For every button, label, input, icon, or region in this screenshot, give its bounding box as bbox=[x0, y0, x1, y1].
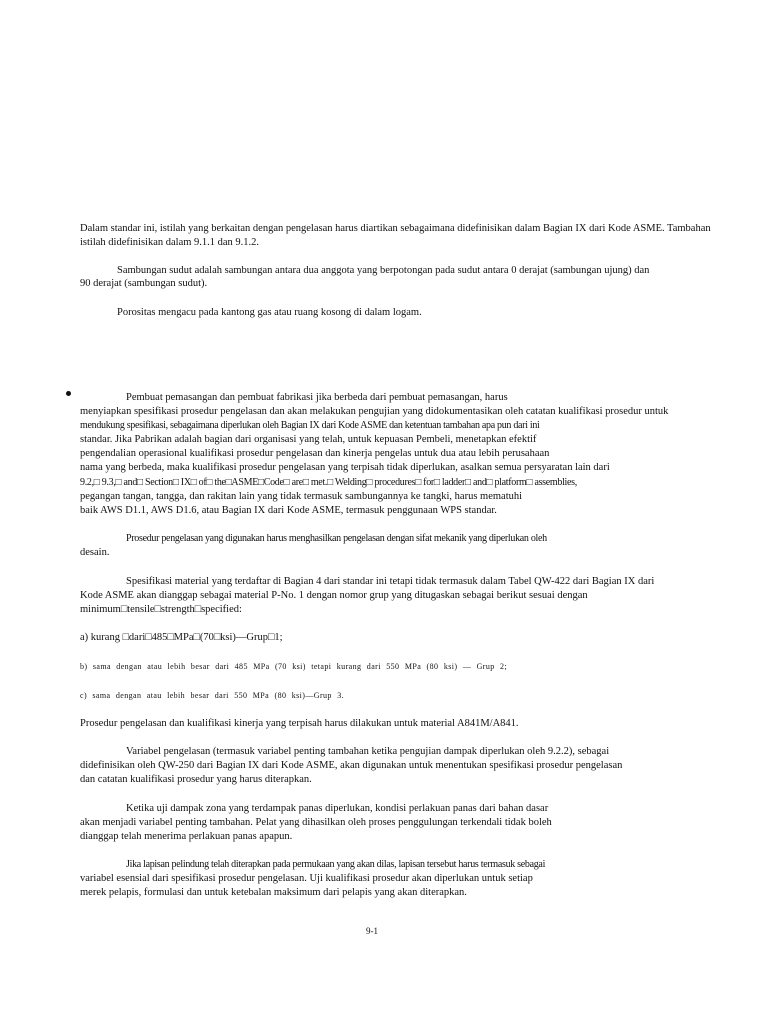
bullet-paragraph-line: menyiapkan spesifikasi prosedur pengelasan dan akan melakukan pengujian yang didokumentasikan oleh catatan kualifikasi prosedur untuk bbox=[80, 406, 669, 417]
list-item-c: c) sama dengan atau lebih besar dari 550 MPa (80 ksi)—Grup 3. bbox=[80, 691, 345, 700]
paragraph-line: Prosedur pengelasan yang digunakan harus menghasilkan pengelasan dengan sifat mekanik yang diperlukan oleh bbox=[126, 533, 547, 544]
paragraph-line: Jika lapisan pelindung telah diterapkan pada permukaan yang akan dilas, lapisan tersebut harus termasuk sebagai bbox=[126, 859, 546, 870]
list-item-b: b) sama dengan atau lebih besar dari 485 MPa (70 ksi) tetapi kurang dari 550 MPa (80 ksi) — Grup 2; bbox=[80, 662, 508, 671]
paragraph-line: desain. bbox=[80, 547, 110, 558]
paragraph-line: Variabel pengelasan (termasuk variabel penting tambahan ketika pengujian dampak diperlukan oleh 9.2.2), sebagai bbox=[126, 746, 610, 757]
intro-line: Dalam standar ini, istilah yang berkaitan dengan pengelasan harus diartikan sebagaimana didefinisikan dalam Bagian IX dari Kode ASME. Tambahan bbox=[80, 223, 711, 234]
definition-line: 90 derajat (sambungan sudut). bbox=[80, 278, 208, 289]
paragraph-line: akan menjadi variabel penting tambahan. Pelat yang dihasilkan oleh proses penggulungan terkendali tidak boleh bbox=[80, 817, 552, 828]
page-number: 9-1 bbox=[366, 926, 378, 936]
paragraph-line: minimum□tensile□strength□specified: bbox=[80, 604, 242, 615]
paragraph-line: dan catatan kualifikasi prosedur yang harus diterapkan. bbox=[80, 774, 312, 785]
bullet-paragraph-line: pengendalian operasional kualifikasi prosedur pengelasan dan kinerja pengelas untuk dua atau lebih perusahaan bbox=[80, 448, 550, 459]
paragraph-line: Prosedur pengelasan dan kualifikasi kinerja yang terpisah harus dilakukan untuk material A841M/A841. bbox=[80, 718, 519, 729]
bullet-paragraph-line: mendukung spesifikasi, sebagaimana diperlukan oleh Bagian IX dari Kode ASME dan ketentuan tambahan apa pun dari ini bbox=[80, 420, 540, 431]
list-item-a: a) kurang □dari□485□MPa□(70□ksi)—Grup□1; bbox=[80, 632, 283, 643]
bullet-paragraph-line: pegangan tangan, tangga, dan rakitan lain yang tidak termasuk sambungannya ke tangki, harus mematuhi bbox=[80, 491, 523, 502]
intro-line: istilah didefinisikan dalam 9.1.1 dan 9.1.2. bbox=[80, 237, 260, 248]
paragraph-line: dianggap telah menerima perlakuan panas apapun. bbox=[80, 831, 293, 842]
bullet-paragraph-line: baik AWS D1.1, AWS D1.6, atau Bagian IX dari Kode ASME, termasuk penggunaan WPS standar. bbox=[80, 505, 497, 516]
bullet-paragraph-line: Pembuat pemasangan dan pembuat fabrikasi jika berbeda dari pembuat pemasangan, harus bbox=[126, 392, 508, 403]
bullet-icon bbox=[66, 391, 71, 396]
bullet-paragraph-line: nama yang berbeda, maka kualifikasi prosedur pengelasan yang terpisah tidak diperlukan, asalkan semua persyaratan lain dari bbox=[80, 462, 610, 473]
bullet-paragraph-line: standar. Jika Pabrikan adalah bagian dari organisasi yang telah, untuk kepuasan Pembeli, menetapkan efektif bbox=[80, 434, 537, 445]
paragraph-line: didefinisikan oleh QW-250 dari Bagian IX dari Kode ASME, akan digunakan untuk menentukan spesifikasi prosedur pengelasan bbox=[80, 760, 623, 771]
paragraph-line: merek pelapis, formulasi dan untuk ketebalan maksimum dari pelapis yang akan diterapkan. bbox=[80, 887, 467, 898]
definition-line: Porositas mengacu pada kantong gas atau ruang kosong di dalam logam. bbox=[117, 307, 422, 318]
paragraph-line: Ketika uji dampak zona yang terdampak panas diperlukan, kondisi perlakuan panas dari bahan dasar bbox=[126, 803, 549, 814]
paragraph-line: Kode ASME akan dianggap sebagai material P-No. 1 dengan nomor grup yang ditugaskan sebagai berikut sesuai dengan bbox=[80, 590, 588, 601]
paragraph-line: Spesifikasi material yang terdaftar di Bagian 4 dari standar ini tetapi tidak termasuk dalam Tabel QW-422 dari Bagian IX dari bbox=[126, 576, 655, 587]
bullet-paragraph-line: 9.2,□ 9.3,□ and□ Section□ IX□ of□ the□ASME□Code□ are□ met.□ Welding□ procedures□ for□ ladder□ and□ platform□ assemblies, bbox=[80, 477, 577, 488]
paragraph-line: variabel esensial dari spesifikasi prosedur pengelasan. Uji kualifikasi prosedur akan diperlukan untuk setiap bbox=[80, 873, 533, 884]
definition-line: Sambungan sudut adalah sambungan antara dua anggota yang berpotongan pada sudut antara 0 derajat (sambungan ujung) dan bbox=[117, 265, 650, 276]
